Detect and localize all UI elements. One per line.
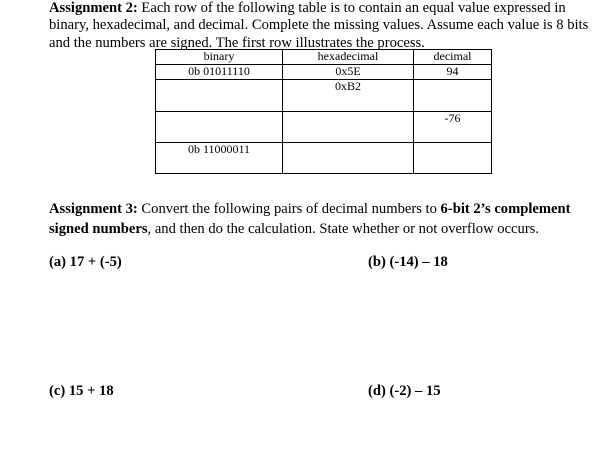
conversion-table bbox=[155, 49, 492, 174]
question-a: (a) 17 + (-5) bbox=[49, 254, 122, 270]
cell-decimal: -76 bbox=[414, 112, 492, 143]
cell-decimal bbox=[414, 143, 492, 174]
assignment-2-text: Each row of the following table is to contain an equal value expressed in binary, hexadecimal, and decimal. Complete the missing values. Assume each value is 8 bits and the numbers are signed. The first row illustrates the process. bbox=[49, 0, 589, 51]
cell-binary: 0b 11000011 bbox=[156, 143, 283, 174]
cell-binary: 0b 01011110 bbox=[156, 65, 283, 80]
question-c: (c) 15 + 18 bbox=[49, 383, 114, 399]
cell-hexadecimal: 0xB2 bbox=[283, 80, 414, 94]
assignment-2-paragraph bbox=[49, 0, 594, 52]
cell-hexadecimal bbox=[283, 112, 414, 143]
assignment-3-emphasis: 6-bit 2’s complement signed numbers bbox=[49, 201, 571, 237]
question-d: (d) (-2) – 15 bbox=[368, 383, 441, 399]
header-hexadecimal: hexadecimal bbox=[283, 50, 414, 65]
cell-decimal bbox=[414, 80, 492, 94]
table-row bbox=[156, 112, 492, 143]
cell-hexadecimal bbox=[283, 143, 414, 174]
assignment-3-text-end: , and then do the calculation. State whether or not overflow occurs. bbox=[147, 221, 540, 237]
header-decimal: decimal bbox=[414, 50, 492, 65]
table-header-row bbox=[156, 50, 492, 65]
assignment-3-paragraph bbox=[49, 199, 594, 239]
assignment-3-heading: Assignment 3: bbox=[49, 201, 138, 217]
header-binary: binary bbox=[156, 50, 283, 65]
cell-decimal: 94 bbox=[414, 65, 492, 80]
table-row bbox=[156, 80, 492, 94]
question-b: (b) (-14) – 18 bbox=[368, 254, 448, 270]
table-row bbox=[156, 143, 492, 174]
assignment-3-text: Convert the following pairs of decimal numbers to bbox=[137, 201, 441, 217]
assignment-2-heading: Assignment 2: bbox=[49, 0, 138, 16]
cell-binary bbox=[156, 80, 283, 94]
table-row-spacer bbox=[156, 93, 492, 112]
cell-hexadecimal: 0x5E bbox=[283, 65, 414, 80]
cell-binary bbox=[156, 112, 283, 143]
table-row bbox=[156, 65, 492, 80]
